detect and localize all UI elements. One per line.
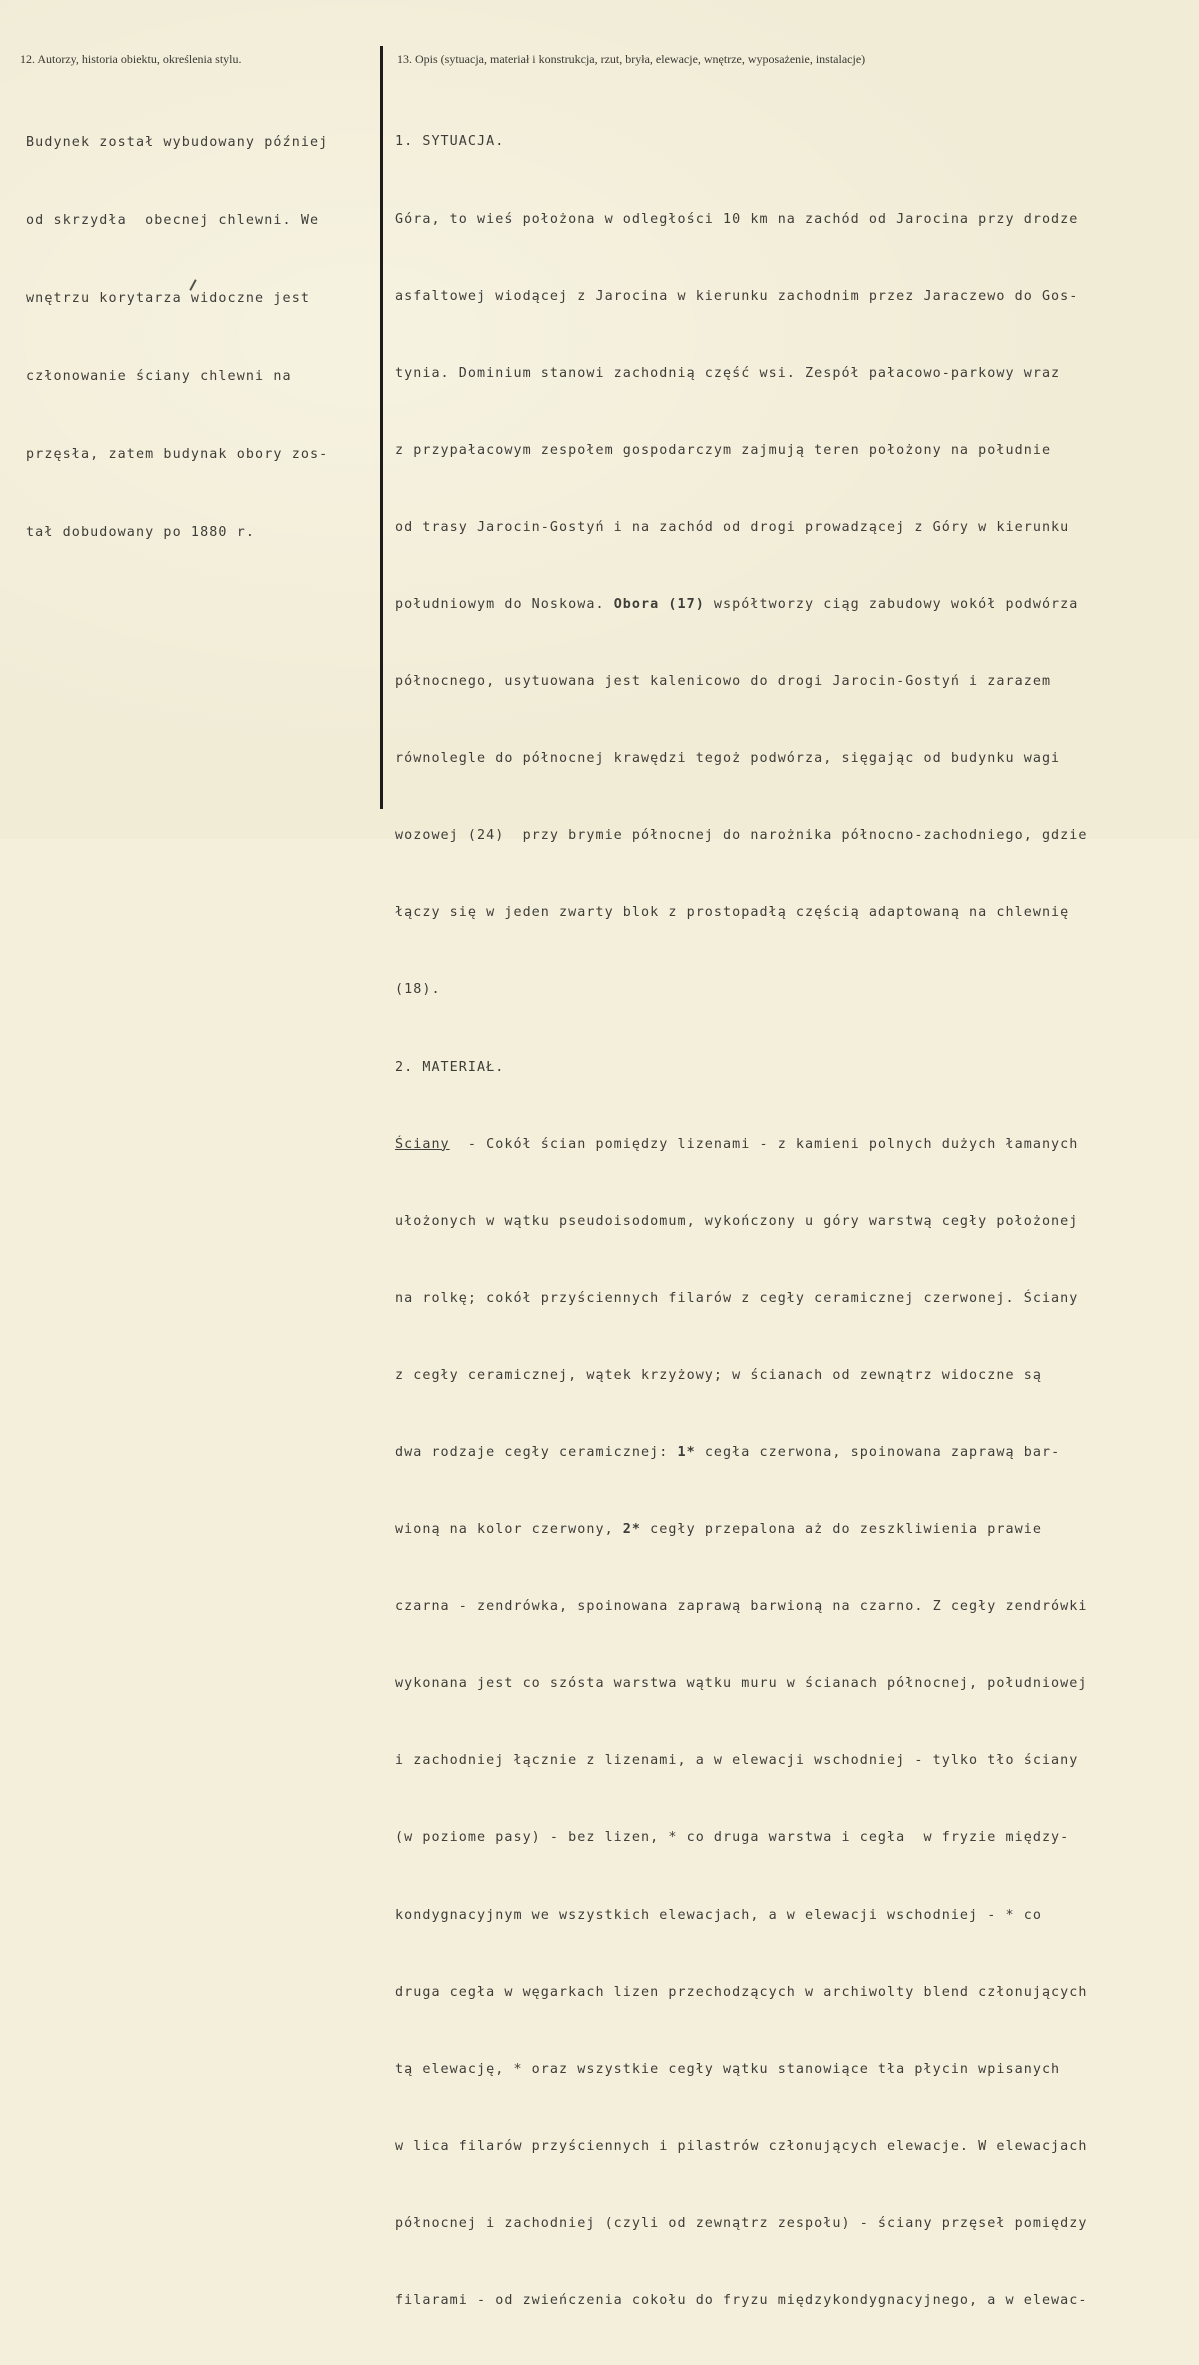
bold-reference: Obora (17)	[613, 596, 705, 612]
walls-label: Ściany	[395, 1136, 450, 1152]
text-line: tą elewację, * oraz wszystkie cegły wątku stanowiące tła płycin wpisanych	[395, 2061, 1061, 2077]
text-line: wykonana jest co szósta warstwa wątku muru w ścianach północnej, południowej	[395, 1676, 1088, 1692]
text-line: na rolkę; cokół przyściennych filarów z cegły ceramicznej czerwonej. Ściany	[395, 1290, 1079, 1306]
text-line: od skrzydła obecnej chlewni. We	[26, 213, 320, 228]
text-segment: cegła czerwona, spoinowana zaprawą bar-	[695, 1445, 1061, 1460]
text-line: północnej i zachodniej (czyli od zewnątrz zespołu) - ściany przęseł pomiędzy	[395, 2215, 1088, 2231]
text-line: w lica filarów przyściennych i pilastrów członujących elewacje. W elewacjach	[395, 2138, 1088, 2154]
bold-marker: 2*	[622, 1522, 642, 1538]
text-segment: cegły przepalona aż do zeszkliwienia prawie	[641, 1522, 1042, 1538]
text-line: od trasy Jarocin-Gostyń i na zachód od drogi prowadzącej z Góry w kierunku	[395, 519, 1070, 535]
text-line: wnętrzu korytarza widoczne jest	[26, 291, 311, 306]
text-segment: południowym do Noskowa.	[395, 596, 614, 612]
text-line: i zachodniej łącznie z lizenami, a w elewacji wschodniej - tylko tło ściany	[395, 1753, 1079, 1769]
text-line: równolegle do północnej krawędzi tegoż podwórza, sięgając od budynku wagi	[395, 751, 1061, 767]
text-line: łączy się w jeden zwarty blok z prostopadłą częścią adaptowaną na chlewnię	[395, 905, 1070, 921]
text-line: z cegły ceramicznej, wątek krzyżowy; w ścianach od zewnątrz widoczne są	[395, 1367, 1042, 1383]
text-line: czarna - zendrówka, spoinowana zaprawą barwioną na czarno. Z cegły zendrówki	[395, 1599, 1088, 1615]
text-line: członowanie ściany chlewni na	[26, 369, 292, 384]
text-line: kondygnacyjnym we wszystkich elewacjach, a w elewacji wschodniej - * co	[395, 1907, 1042, 1923]
text-segment: - Cokół ścian pomiędzy lizenami - z kamieni polnych dużych łamanych	[449, 1136, 1079, 1152]
text-line	[395, 1517, 1185, 1543]
text-line: przęsła, zatem budynak obory zos-	[26, 447, 329, 462]
text-segment: dwa rodzaje cegły ceramicznej:	[395, 1445, 678, 1460]
text-line: (w poziome pasy) - bez lizen, * co druga warstwa i cegła w fryzie między-	[395, 1830, 1070, 1846]
section-12-header: 12. Autorzy, historia obiektu, określenia stylu.	[20, 52, 242, 66]
text-line	[395, 592, 1185, 618]
text-segment: wioną na kolor czerwony,	[395, 1522, 623, 1538]
text-line: filarami - od zwieńczenia cokołu do fryzu międzykondygnacyjnego, a w elewac-	[395, 2293, 1088, 2309]
text-line: Góra, to wieś położona w odległości 10 km na zachód od Jarocina przy drodze	[395, 211, 1079, 227]
heading-situation: 1. SYTUACJA.	[395, 134, 505, 150]
text-segment: współtworzy ciąg zabudowy wokół podwórza	[704, 596, 1079, 612]
text-line: ułożonych w wątku pseudoisodomum, wykończony u góry warstwą cegły położonej	[395, 1213, 1079, 1229]
authors-history-text	[26, 78, 366, 598]
heading-material: 2. MATERIAŁ.	[395, 1059, 505, 1075]
text-line: północnego, usytuowana jest kalenicowo do drogi Jarocin-Gostyń i zarazem	[395, 674, 1052, 690]
text-line	[395, 1132, 1185, 1158]
text-line: druga cegła w węgarkach lizen przechodzących w archiwolty blend członujących	[395, 1984, 1088, 2000]
description-text	[395, 78, 1185, 2365]
text-line: Budynek został wybudowany później	[26, 135, 329, 150]
text-line: tynia. Dominium stanowi zachodnią część wsi. Zespół pałacowo-parkowy wraz	[395, 365, 1061, 381]
column-divider	[380, 46, 383, 809]
text-line	[395, 1440, 1185, 1466]
text-line: tał dobudowany po 1880 r.	[26, 525, 256, 540]
bold-marker: 1*	[677, 1445, 696, 1460]
text-line: (18).	[395, 982, 441, 998]
text-line: asfaltowej wiodącej z Jarocina w kierunku zachodnim przez Jaraczewo do Gos-	[395, 288, 1079, 304]
text-line: wozowej (24) przy brymie północnej do narożnika północno-zachodniego, gdzie	[395, 828, 1088, 844]
section-13-header: 13. Opis (sytuacja, materiał i konstrukcja, rzut, bryła, elewacje, wnętrze, wyposażenie, instalacje)	[397, 52, 866, 66]
text-line: z przypałacowym zespołem gospodarczym zajmują teren położony na południe	[395, 442, 1052, 458]
